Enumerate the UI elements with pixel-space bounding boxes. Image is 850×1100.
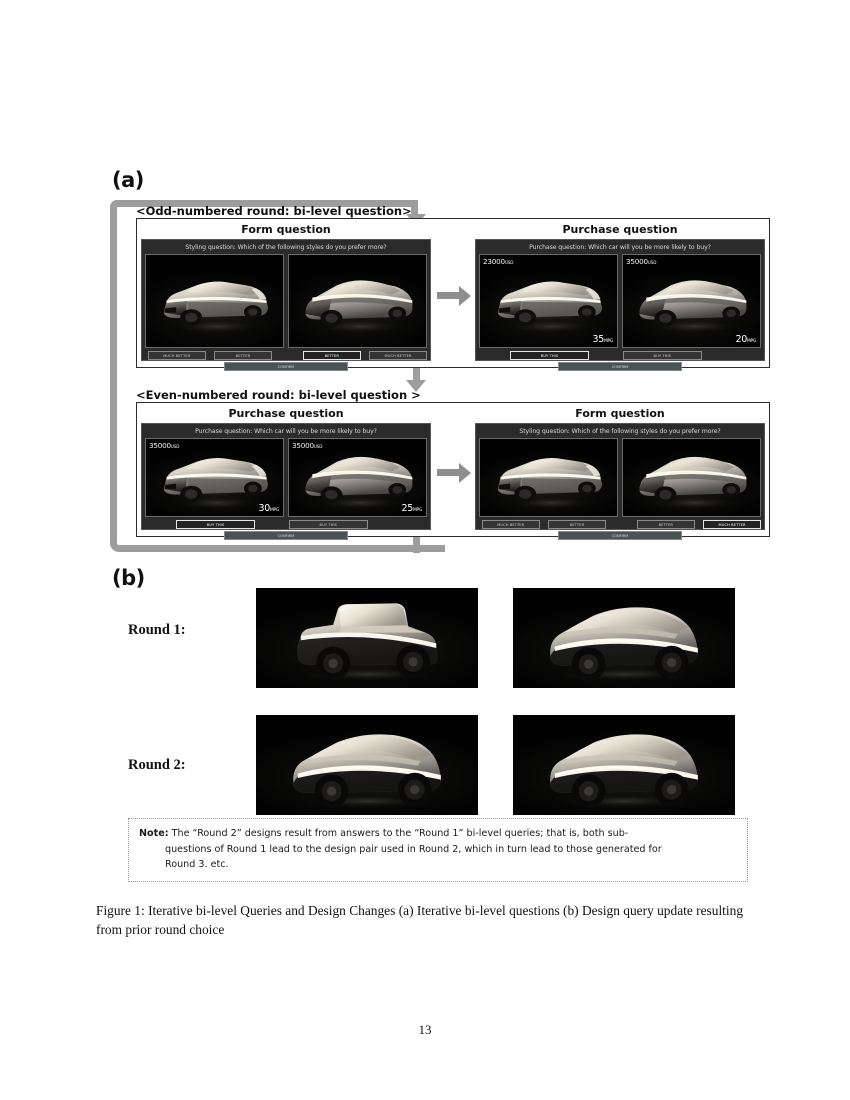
design-stimulus[interactable]: [288, 254, 427, 348]
car-render: [256, 715, 478, 815]
design-stimulus[interactable]: [145, 254, 284, 348]
price-unit: USD: [170, 444, 180, 449]
panel-label-b: (b): [112, 566, 145, 590]
design-render: [513, 715, 735, 815]
option-button[interactable]: MUCH BETTER: [369, 351, 427, 360]
mpg-label: [402, 503, 422, 514]
survey-screen: [141, 239, 431, 369]
mpg-label: [593, 334, 613, 345]
price-value: 23000: [483, 257, 505, 266]
design-stimulus[interactable]: [479, 254, 618, 348]
survey-prompt: Styling question: Which of the following styles do you prefer more?: [185, 244, 387, 251]
round-label-2: Round 2:: [128, 757, 186, 773]
question-column-title: Form question: [575, 407, 665, 420]
confirm-button[interactable]: CONFIRM: [558, 362, 682, 371]
page-number: 13: [418, 1022, 432, 1037]
figure-caption: Figure 1: Iterative bi-level Queries and Design Changes (a) Iterative bi-level questions (b) Design query update resulting from prior round choice: [96, 903, 744, 937]
mpg-value: 25: [401, 503, 414, 514]
design-stimulus[interactable]: [622, 254, 761, 348]
round-box-even: [136, 402, 770, 537]
design-stimulus[interactable]: [288, 438, 427, 517]
price-label: [626, 257, 656, 266]
feedback-loop-riser: [411, 200, 418, 214]
price-unit: USD: [504, 260, 514, 265]
mpg-value: 20: [735, 334, 748, 345]
option-button[interactable]: BUY THIS: [289, 520, 368, 529]
mpg-unit: MPG: [413, 508, 422, 513]
design-stimulus[interactable]: [479, 438, 618, 517]
question-column-title: Purchase question: [562, 223, 678, 236]
survey-prompt: Styling question: Which of the following styles do you prefer more?: [519, 428, 721, 435]
option-button[interactable]: BUY THIS: [623, 351, 702, 360]
round-box-odd: [136, 218, 770, 368]
confirm-button[interactable]: CONFIRM: [558, 531, 682, 540]
car-render: [256, 588, 478, 688]
mpg-unit: MPG: [270, 508, 279, 513]
figure-a-flow-diagram: [110, 200, 770, 560]
round-header-odd: <Odd-numbered round: bi-level question>: [136, 204, 412, 218]
question-column-purchase: [141, 406, 431, 538]
option-button[interactable]: BETTER: [548, 520, 606, 529]
car-render: [289, 255, 426, 347]
note-box: [128, 818, 748, 882]
confirm-button[interactable]: CONFIRM: [224, 531, 348, 540]
question-column-title: Purchase question: [228, 407, 344, 420]
note-text-1: The “Round 2” designs result from answers to the “Round 1” bi-level queries; that is, both sub-: [171, 828, 629, 839]
column-arrow-gap: [431, 406, 475, 532]
option-button[interactable]: MUCH BETTER: [148, 351, 206, 360]
option-button[interactable]: BETTER: [303, 351, 361, 360]
option-button[interactable]: BETTER: [214, 351, 272, 360]
car-render: [623, 439, 760, 516]
mpg-unit: MPG: [604, 339, 613, 344]
mpg-unit: MPG: [747, 339, 756, 344]
design-render: [256, 715, 478, 815]
car-render: [513, 588, 735, 688]
survey-screen: [475, 239, 765, 369]
option-button[interactable]: MUCH BETTER: [703, 520, 761, 529]
question-column-form: [475, 406, 765, 538]
question-column-title: Form question: [241, 223, 331, 236]
price-label: [483, 257, 513, 266]
survey-screen: [141, 423, 431, 538]
price-unit: USD: [647, 260, 657, 265]
design-stimulus[interactable]: [145, 438, 284, 517]
option-button[interactable]: BUY THIS: [510, 351, 589, 360]
survey-prompt: Purchase question: Which car will you be more likely to buy?: [195, 428, 377, 435]
question-column-form: [141, 222, 431, 369]
car-render: [146, 255, 283, 347]
mpg-value: 35: [592, 334, 605, 345]
note-line-2: questions of Round 1 lead to the design pair used in Round 2, which in turn lead to those generated for: [165, 843, 662, 855]
column-flow-arrow-stem: [437, 292, 459, 299]
mpg-value: 30: [258, 503, 271, 514]
question-column-purchase: [475, 222, 765, 369]
price-value: 35000: [626, 257, 648, 266]
column-flow-arrow-head: [459, 463, 471, 483]
note-line-1: [139, 826, 737, 842]
design-render: [256, 588, 478, 688]
price-value: 35000: [149, 441, 171, 450]
column-flow-arrow-head: [459, 286, 471, 306]
round-label-1: Round 1:: [128, 622, 186, 638]
survey-prompt: Purchase question: Which car will you be more likely to buy?: [529, 244, 711, 251]
option-button[interactable]: BETTER: [637, 520, 695, 529]
round-header-even: <Even-numbered round: bi-level question >: [136, 388, 421, 402]
car-render: [513, 715, 735, 815]
column-flow-arrow-stem: [437, 469, 459, 476]
price-value: 35000: [292, 441, 314, 450]
column-arrow-gap: [431, 222, 475, 363]
note-lead: Note:: [139, 828, 169, 839]
option-button[interactable]: MUCH BETTER: [482, 520, 540, 529]
price-unit: USD: [313, 444, 323, 449]
mpg-label: [736, 334, 756, 345]
mpg-label: [259, 503, 279, 514]
option-button[interactable]: BUY THIS: [176, 520, 255, 529]
confirm-button[interactable]: CONFIRM: [224, 362, 348, 371]
design-stimulus[interactable]: [622, 438, 761, 517]
design-render: [513, 588, 735, 688]
car-render: [480, 439, 617, 516]
price-label: [292, 441, 322, 450]
survey-screen: [475, 423, 765, 538]
price-label: [149, 441, 179, 450]
note-line-3: Round 3. etc.: [165, 859, 229, 870]
panel-label-a: (a): [112, 168, 144, 192]
